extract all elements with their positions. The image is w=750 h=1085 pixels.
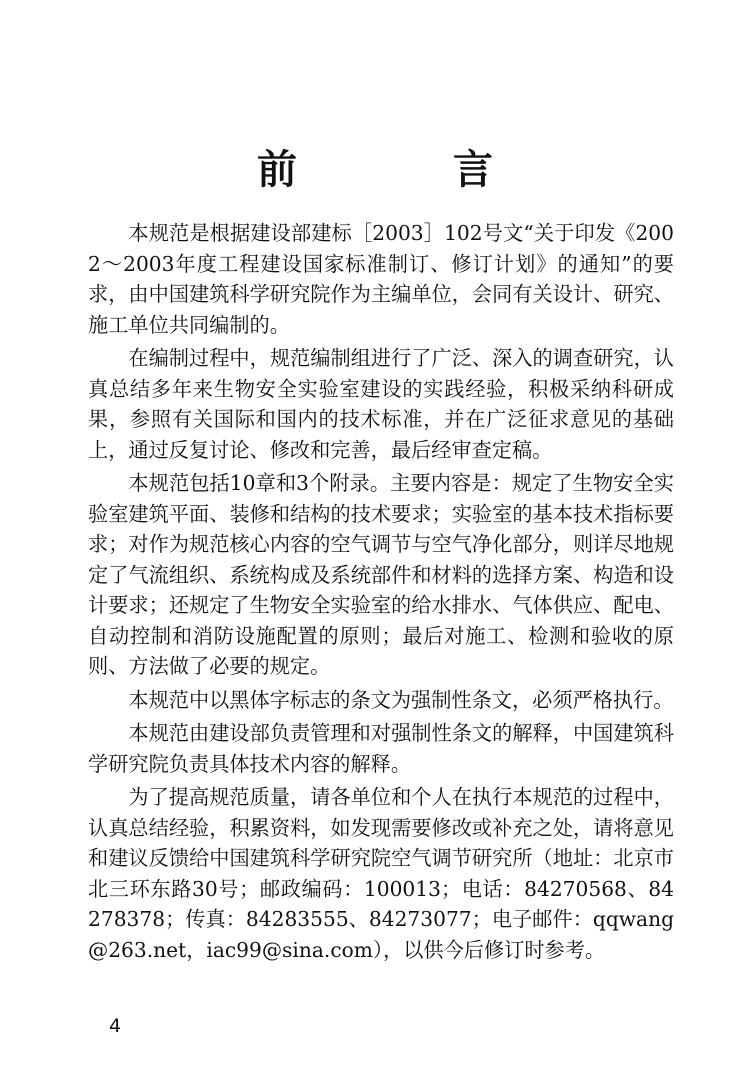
paragraph-compilation-process: 在编制过程中，规范编制组进行了广泛、深入的调查研究，认真总结多年来生物安全实验室建设的实践经验，积极采纳科研成果，参照有关国际和国内的技术标准，并在广泛征求意见的基础上，通过反复讨论、修改和完善，最后经审查定稿。	[88, 346, 674, 462]
paragraph-feedback-contact: 为了提高规范质量，请各单位和个人在执行本规范的过程中，认真总结经验，积累资料，如发现需要修改或补充之处，请将意见和建议反馈给中国建筑科学研究院空气调节研究所（地址：北京市北三环东路30号；邮政编码：100013；电话：84270568、84278378；传真：84283555、84273077；电子邮件：qqwang@263.net，iac99@sina.com），以供今后修订时参考。	[88, 785, 674, 962]
paragraph-compilation-basis: 本规范是根据建设部建标［2003］102号文“关于印发《2002～2003年度工程建设国家标准制订、修订计划》的通知”的要求，由中国建筑科学研究院作为主编单位，会同有关设计、研究、施工单位共同编制的。	[88, 221, 674, 337]
page-title: 前 言	[257, 147, 551, 193]
paragraph-management: 本规范由建设部负责管理和对强制性条文的解释，中国建筑科学研究院负责具体技术内容的解释。	[88, 721, 674, 776]
paragraph-mandatory-clauses: 本规范中以黑体字标志的条文为强制性条文，必须严格执行。	[128, 687, 674, 712]
paragraph-main-contents: 本规范包括10章和3个附录。主要内容是：规定了生物安全实验室建筑平面、装修和结构的技术要求；实验室的基本技术指标要求；对作为规范核心内容的空气调节与空气净化部分，则详尽地规定了气流组织、系统构成及系统部件和材料的选择方案、构造和设计要求；还规定了生物安全实验室的给水排水、气体供应、配电、自动控制和消防设施配置的原则；最后对施工、检测和验收的原则、方法做了必要的规定。	[88, 471, 674, 678]
page-number: 4	[109, 1015, 122, 1037]
body-text	[88, 218, 674, 965]
